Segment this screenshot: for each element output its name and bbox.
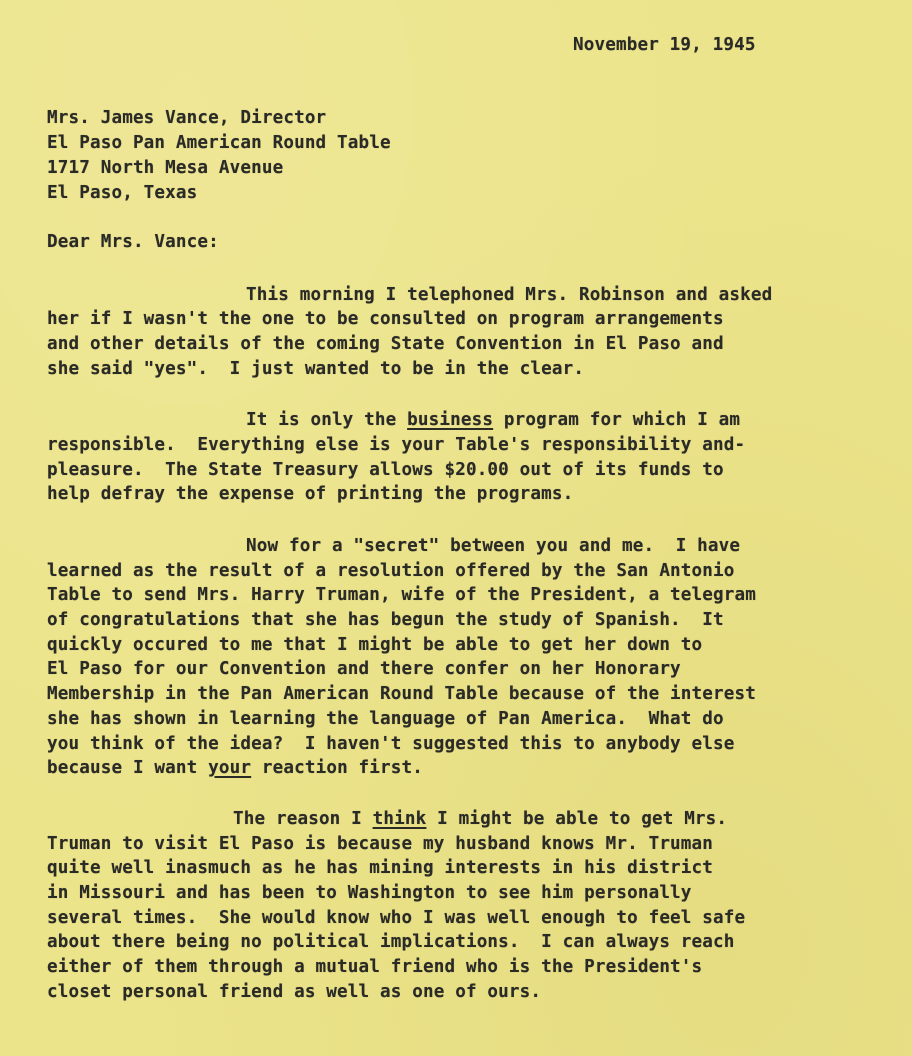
p3-line-10 [47, 756, 423, 780]
letter-date: November 19, 1945 [573, 35, 756, 55]
p3-line-8: she has shown in learning the language of Pan America. What do [47, 709, 724, 729]
p4-line-5: several times. She would know who I was well enough to feel safe [47, 908, 746, 928]
p2-line-1-post: program for which I am [493, 410, 741, 430]
p3-line-7: Membership in the Pan American Round Table because of the interest [47, 684, 756, 704]
p2-line-1 [246, 408, 740, 432]
p1-line-1: This morning I telephoned Mrs. Robinson and asked [246, 285, 773, 305]
address-line-1: Mrs. James Vance, Director [47, 108, 327, 128]
address-line-2: El Paso Pan American Round Table [47, 133, 391, 153]
p3-last-pre: because I want [47, 758, 209, 778]
p3-underlined-word: your [208, 758, 252, 778]
p3-line-9: you think of the idea? I haven't suggested this to anybody else [47, 734, 735, 754]
p3-line-3: Table to send Mrs. Harry Truman, wife of the President, a telegram [47, 585, 756, 605]
p3-line-1: Now for a "secret" between you and me. I have [246, 536, 741, 556]
p2-line-3: pleasure. The State Treasury allows $20.00 out of its funds to [47, 460, 724, 480]
p4-line-2: Truman to visit El Paso is because my husband knows Mr. Truman [47, 834, 714, 854]
p2-underlined-word: business [407, 410, 494, 430]
p4-line-4: in Missouri and has been to Washington to see him personally [47, 883, 692, 903]
p3-line-4: of congratulations that she has begun the study of Spanish. It [47, 610, 724, 630]
p1-line-3: and other details of the coming State Convention in El Paso and [47, 334, 724, 354]
p4-line-8: closet personal friend as well as one of ours. [47, 982, 542, 1002]
p1-line-4: she said "yes". I just wanted to be in the clear. [47, 359, 585, 379]
p4-line-7: either of them through a mutual friend who is the President's [47, 957, 703, 977]
p3-last-post: reaction first. [251, 758, 424, 778]
address-line-3: 1717 North Mesa Avenue [47, 158, 284, 178]
p2-line-4: help defray the expense of printing the programs. [47, 484, 574, 504]
p3-line-5: quickly occured to me that I might be able to get her down to [47, 635, 703, 655]
p4-line-1-pre: The reason I [233, 809, 373, 829]
p2-line-2: responsible. Everything else is your Table's responsibility and- [47, 435, 746, 455]
p4-line-3: quite well inasmuch as he has mining interests in his district [47, 858, 714, 878]
p3-line-2: learned as the result of a resolution offered by the San Antonio [47, 561, 735, 581]
salutation: Dear Mrs. Vance: [47, 232, 219, 252]
p3-line-6: El Paso for our Convention and there confer on her Honorary [47, 659, 681, 679]
p4-line-1 [233, 807, 727, 831]
p4-line-6: about there being no political implications. I can always reach [47, 932, 735, 952]
p1-line-2: her if I wasn't the one to be consulted on program arrangements [47, 309, 724, 329]
p4-underlined-word: think [372, 809, 427, 829]
p4-line-1-post: I might be able to get Mrs. [426, 809, 728, 829]
address-line-4: El Paso, Texas [47, 183, 198, 203]
p2-line-1-pre: It is only the [246, 410, 408, 430]
